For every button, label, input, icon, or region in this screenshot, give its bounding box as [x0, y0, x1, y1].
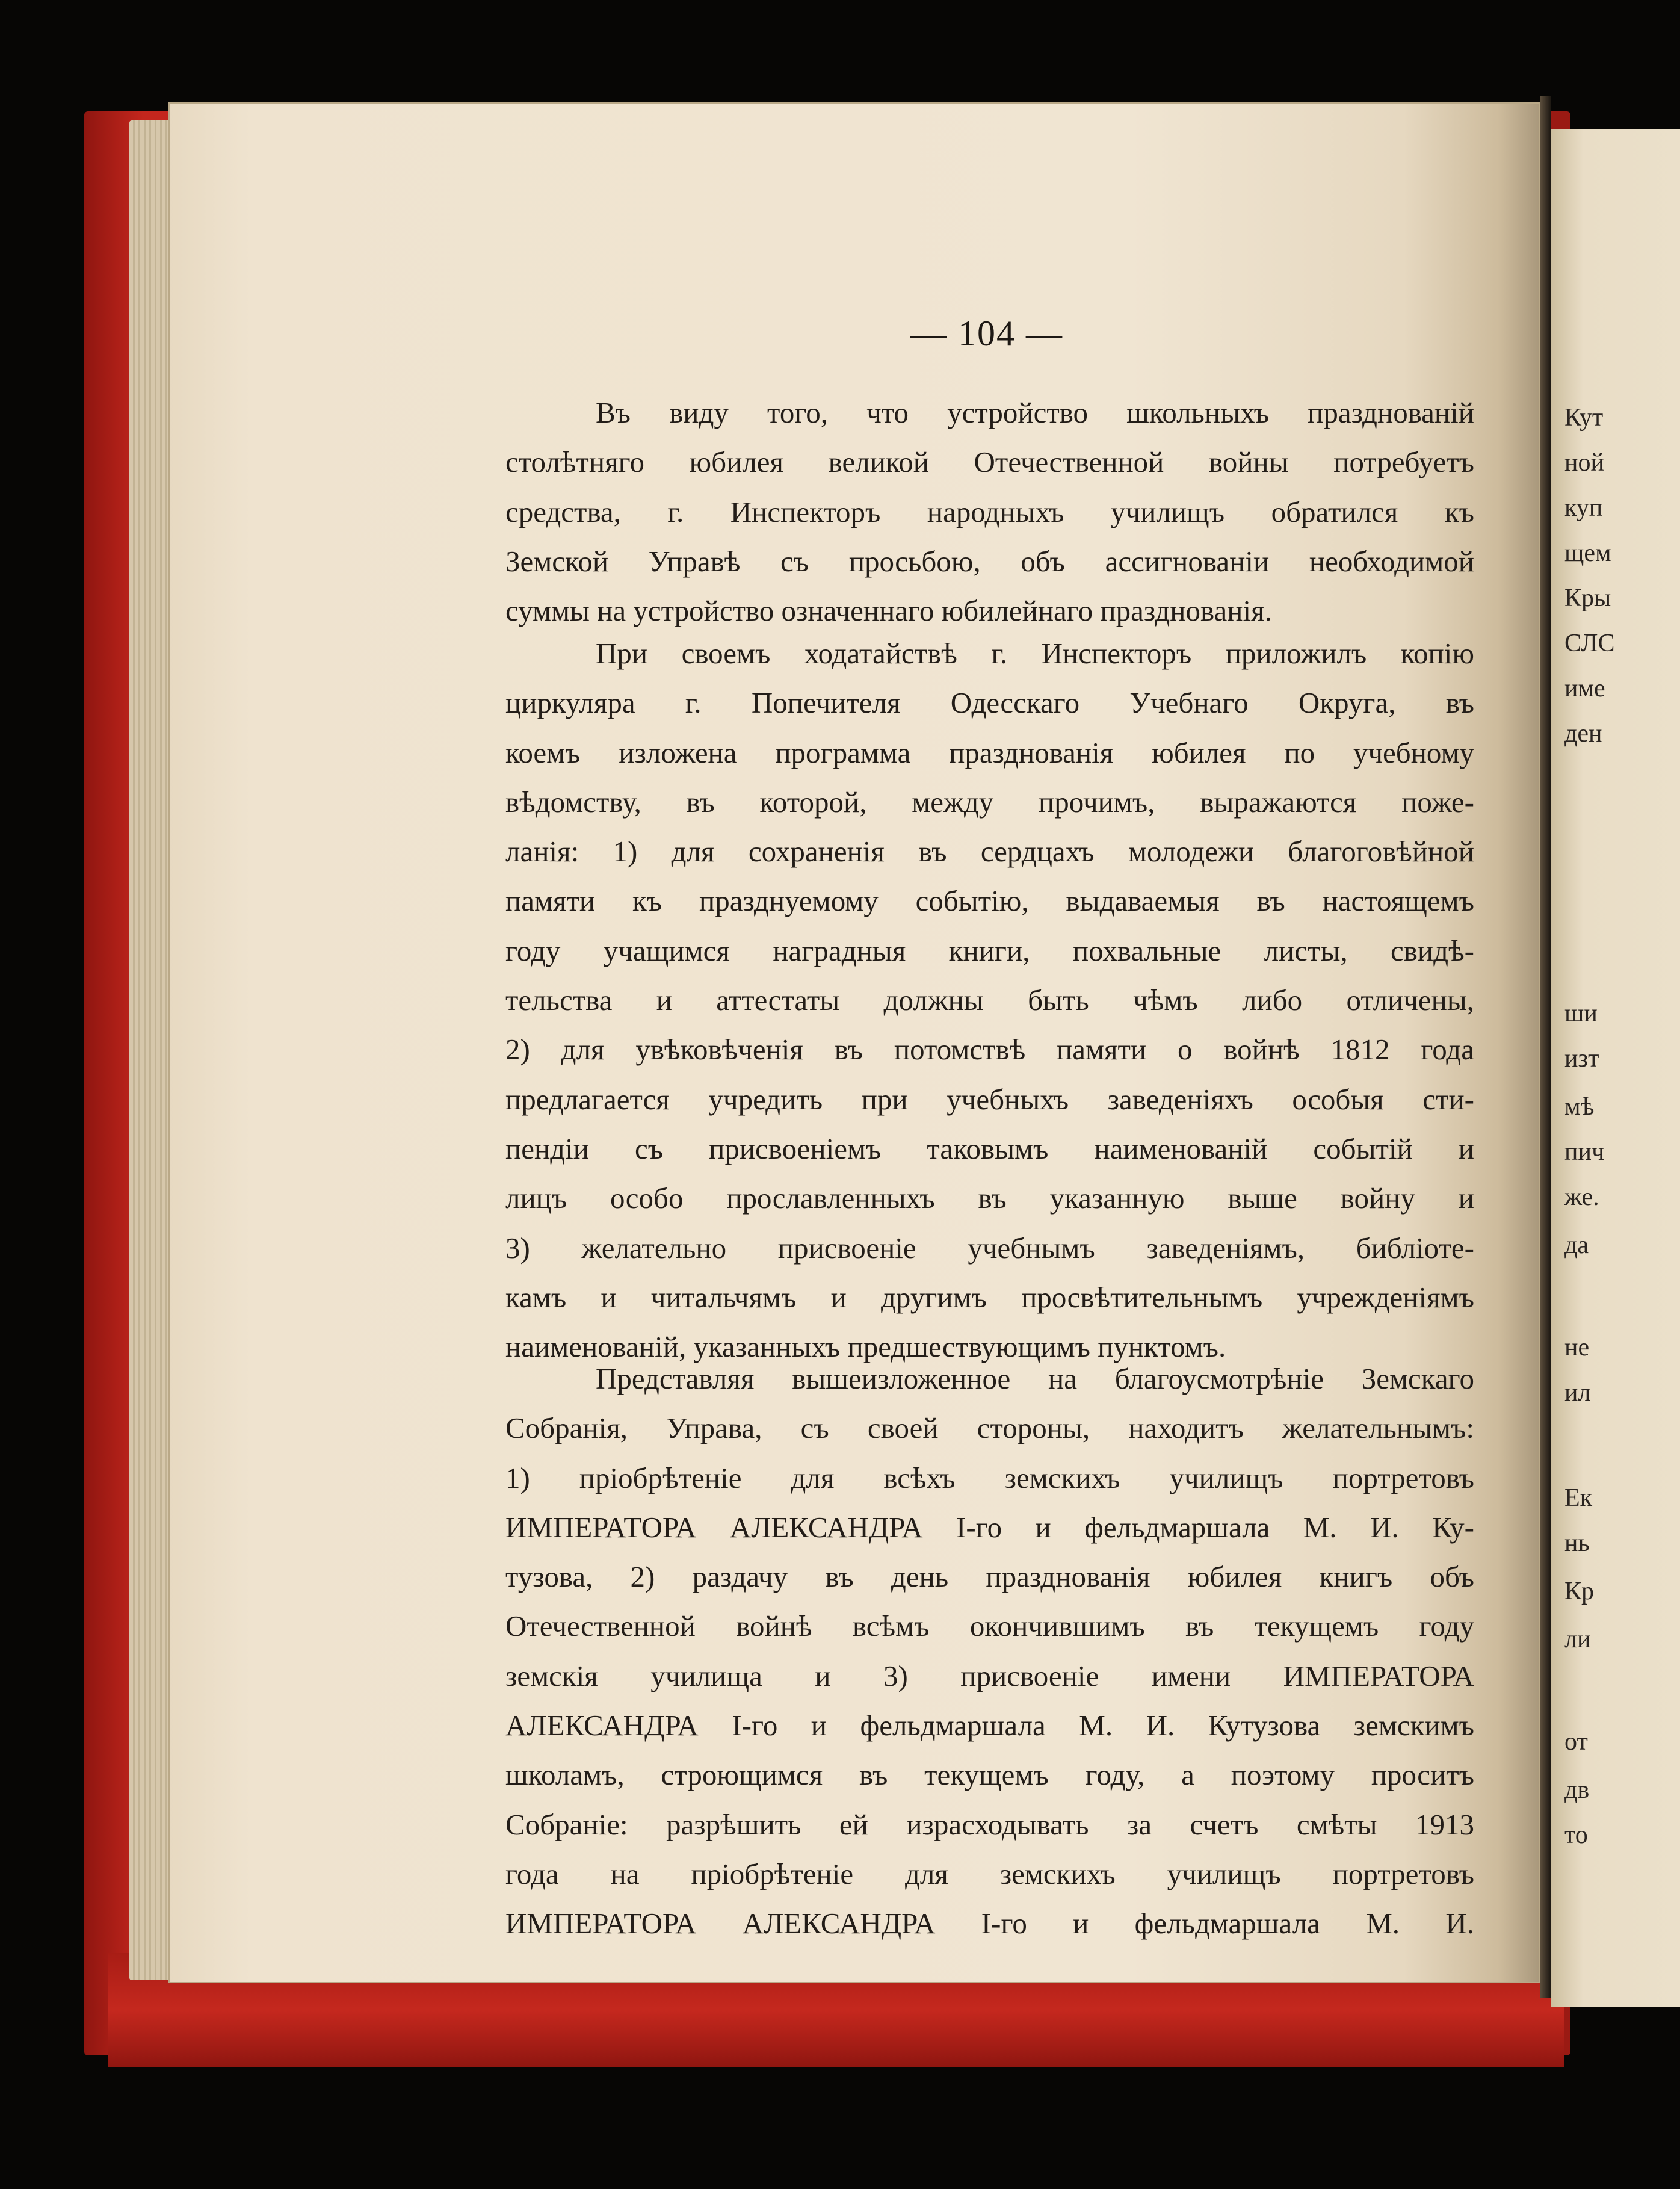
facing-page-fragment: же. — [1564, 1183, 1599, 1211]
text-line: При своемъ ходатайствѣ г. Инспекторъ приложилъ копію — [596, 637, 1474, 670]
facing-page-fragment: ной — [1564, 449, 1604, 477]
book-gutter — [1540, 96, 1551, 1998]
facing-page-fragment: дв — [1564, 1776, 1590, 1804]
text-line: камъ и читальчямъ и другимъ просвѣтительнымъ учрежденіямъ — [505, 1280, 1474, 1314]
text-line: Въ виду того, что устройство школьныхъ празднованій — [596, 396, 1474, 429]
text-line: Отечественной войнѣ всѣмъ окончившимъ въ текущемъ году — [505, 1609, 1474, 1643]
text-line: Представляя вышеизложенное на благоусмотрѣніе Земскаго — [596, 1362, 1474, 1395]
text-line: циркуляра г. Попечителя Одесскаго Учебнаго Округа, въ — [505, 686, 1474, 720]
text-line: школамъ, строющимся въ текущемъ году, а поэтому проситъ — [505, 1758, 1474, 1792]
facing-page-fragment: ши — [1564, 1000, 1598, 1027]
text-line: ИМПЕРАТОРА АЛЕКСАНДРА I-го и фельдмаршала М. И. Ку- — [505, 1510, 1474, 1544]
text-line: Земской Управѣ съ просьбою, объ ассигнованіи необходимой — [505, 544, 1474, 578]
facing-page-fragment: то — [1564, 1821, 1588, 1849]
facing-page-fragment: Кры — [1564, 584, 1611, 612]
facing-page-fragment: Кр — [1564, 1578, 1595, 1605]
paragraph-1 — [505, 388, 1474, 636]
facing-page-fragment: да — [1564, 1231, 1589, 1259]
facing-page-fragment: не — [1564, 1334, 1590, 1361]
text-line: столѣтняго юбилея великой Отечественной войны потребуетъ — [505, 445, 1474, 479]
facing-page-fragment: щем — [1564, 539, 1611, 567]
facing-page-fragment: мѣ — [1564, 1093, 1595, 1121]
text-line: средства, г. Инспекторъ народныхъ училищъ обратился къ — [505, 495, 1474, 528]
facing-page-fragment: Ек — [1564, 1484, 1593, 1512]
facing-page-fragment: от — [1564, 1728, 1588, 1756]
facing-page — [1551, 129, 1680, 2007]
facing-page-fragment: ли — [1564, 1626, 1591, 1653]
text-line: 2) для увѣковѣченія въ потомствѣ памяти о войнѣ 1812 года — [505, 1033, 1474, 1067]
text-line: тузова, 2) раздачу въ день празднованія юбилея книгъ объ — [505, 1560, 1474, 1594]
text-line: предлагается учредить при учебныхъ заведеніяхъ особыя сти- — [505, 1082, 1474, 1116]
text-line: года на пріобрѣтеніе для земскихъ училищъ портретовъ — [505, 1857, 1474, 1890]
text-line: суммы на устройство означеннаго юбилейнаго празднованія. — [505, 594, 1272, 628]
text-line: году учащимся наградныя книги, похвальные листы, свидѣ- — [505, 933, 1474, 967]
text-line: тельства и аттестаты должны быть чѣмъ либо отличены, — [505, 983, 1474, 1017]
text-line: наименованій, указанныхъ предшествующимъ пунктомъ. — [505, 1330, 1226, 1364]
text-line: пендіи съ присвоеніемъ таковымъ наименованій событій и — [505, 1132, 1474, 1165]
page-number: — 104 — — [910, 314, 1063, 353]
paragraph-3 — [505, 1354, 1474, 1949]
text-line: 3) желательно присвоеніе учебнымъ заведеніямъ, библіоте- — [505, 1231, 1474, 1265]
facing-page-fragment: куп — [1564, 494, 1603, 522]
facing-page-fragment: ден — [1564, 720, 1602, 748]
paragraph-2 — [505, 629, 1474, 1372]
text-line: коемъ изложена программа празднованія юбилея по учебному — [505, 735, 1474, 769]
text-line: Собранія, Управа, съ своей стороны, находитъ желательнымъ: — [505, 1411, 1474, 1445]
facing-page-fragment: пич — [1564, 1138, 1605, 1166]
facing-page-fragment: ил — [1564, 1379, 1591, 1407]
text-line: АЛЕКСАНДРА I-го и фельдмаршала М. И. Кутузова земскимъ — [505, 1709, 1474, 1742]
text-line: вѣдомству, въ которой, между прочимъ, выражаются поже- — [505, 785, 1474, 819]
text-line: земскія училища и 3) присвоеніе имени ИМПЕРАТОРА — [505, 1659, 1474, 1692]
facing-page-fragment: СЛС — [1564, 630, 1615, 657]
text-line: ИМПЕРАТОРА АЛЕКСАНДРА I-го и фельдмаршала М. И. — [505, 1907, 1474, 1940]
facing-page-fragment: изт — [1564, 1045, 1599, 1073]
text-line: памяти къ празднуемому событію, выдаваемыя въ настоящемъ — [505, 884, 1474, 918]
text-line: лицъ особо прославленныхъ въ указанную выше войну и — [505, 1181, 1474, 1215]
text-line: 1) пріобрѣтеніе для всѣхъ земскихъ училищъ портретовъ — [505, 1461, 1474, 1494]
text-line: Собраніе: разрѣшить ей израсходывать за счетъ смѣты 1913 — [505, 1807, 1474, 1841]
facing-page-fragment: Кут — [1564, 404, 1604, 432]
facing-page-fragment: нь — [1564, 1529, 1590, 1557]
facing-page-fragment: име — [1564, 675, 1605, 702]
text-line: ланія: 1) для сохраненія въ сердцахъ молодежи благоговѣйной — [505, 835, 1474, 868]
